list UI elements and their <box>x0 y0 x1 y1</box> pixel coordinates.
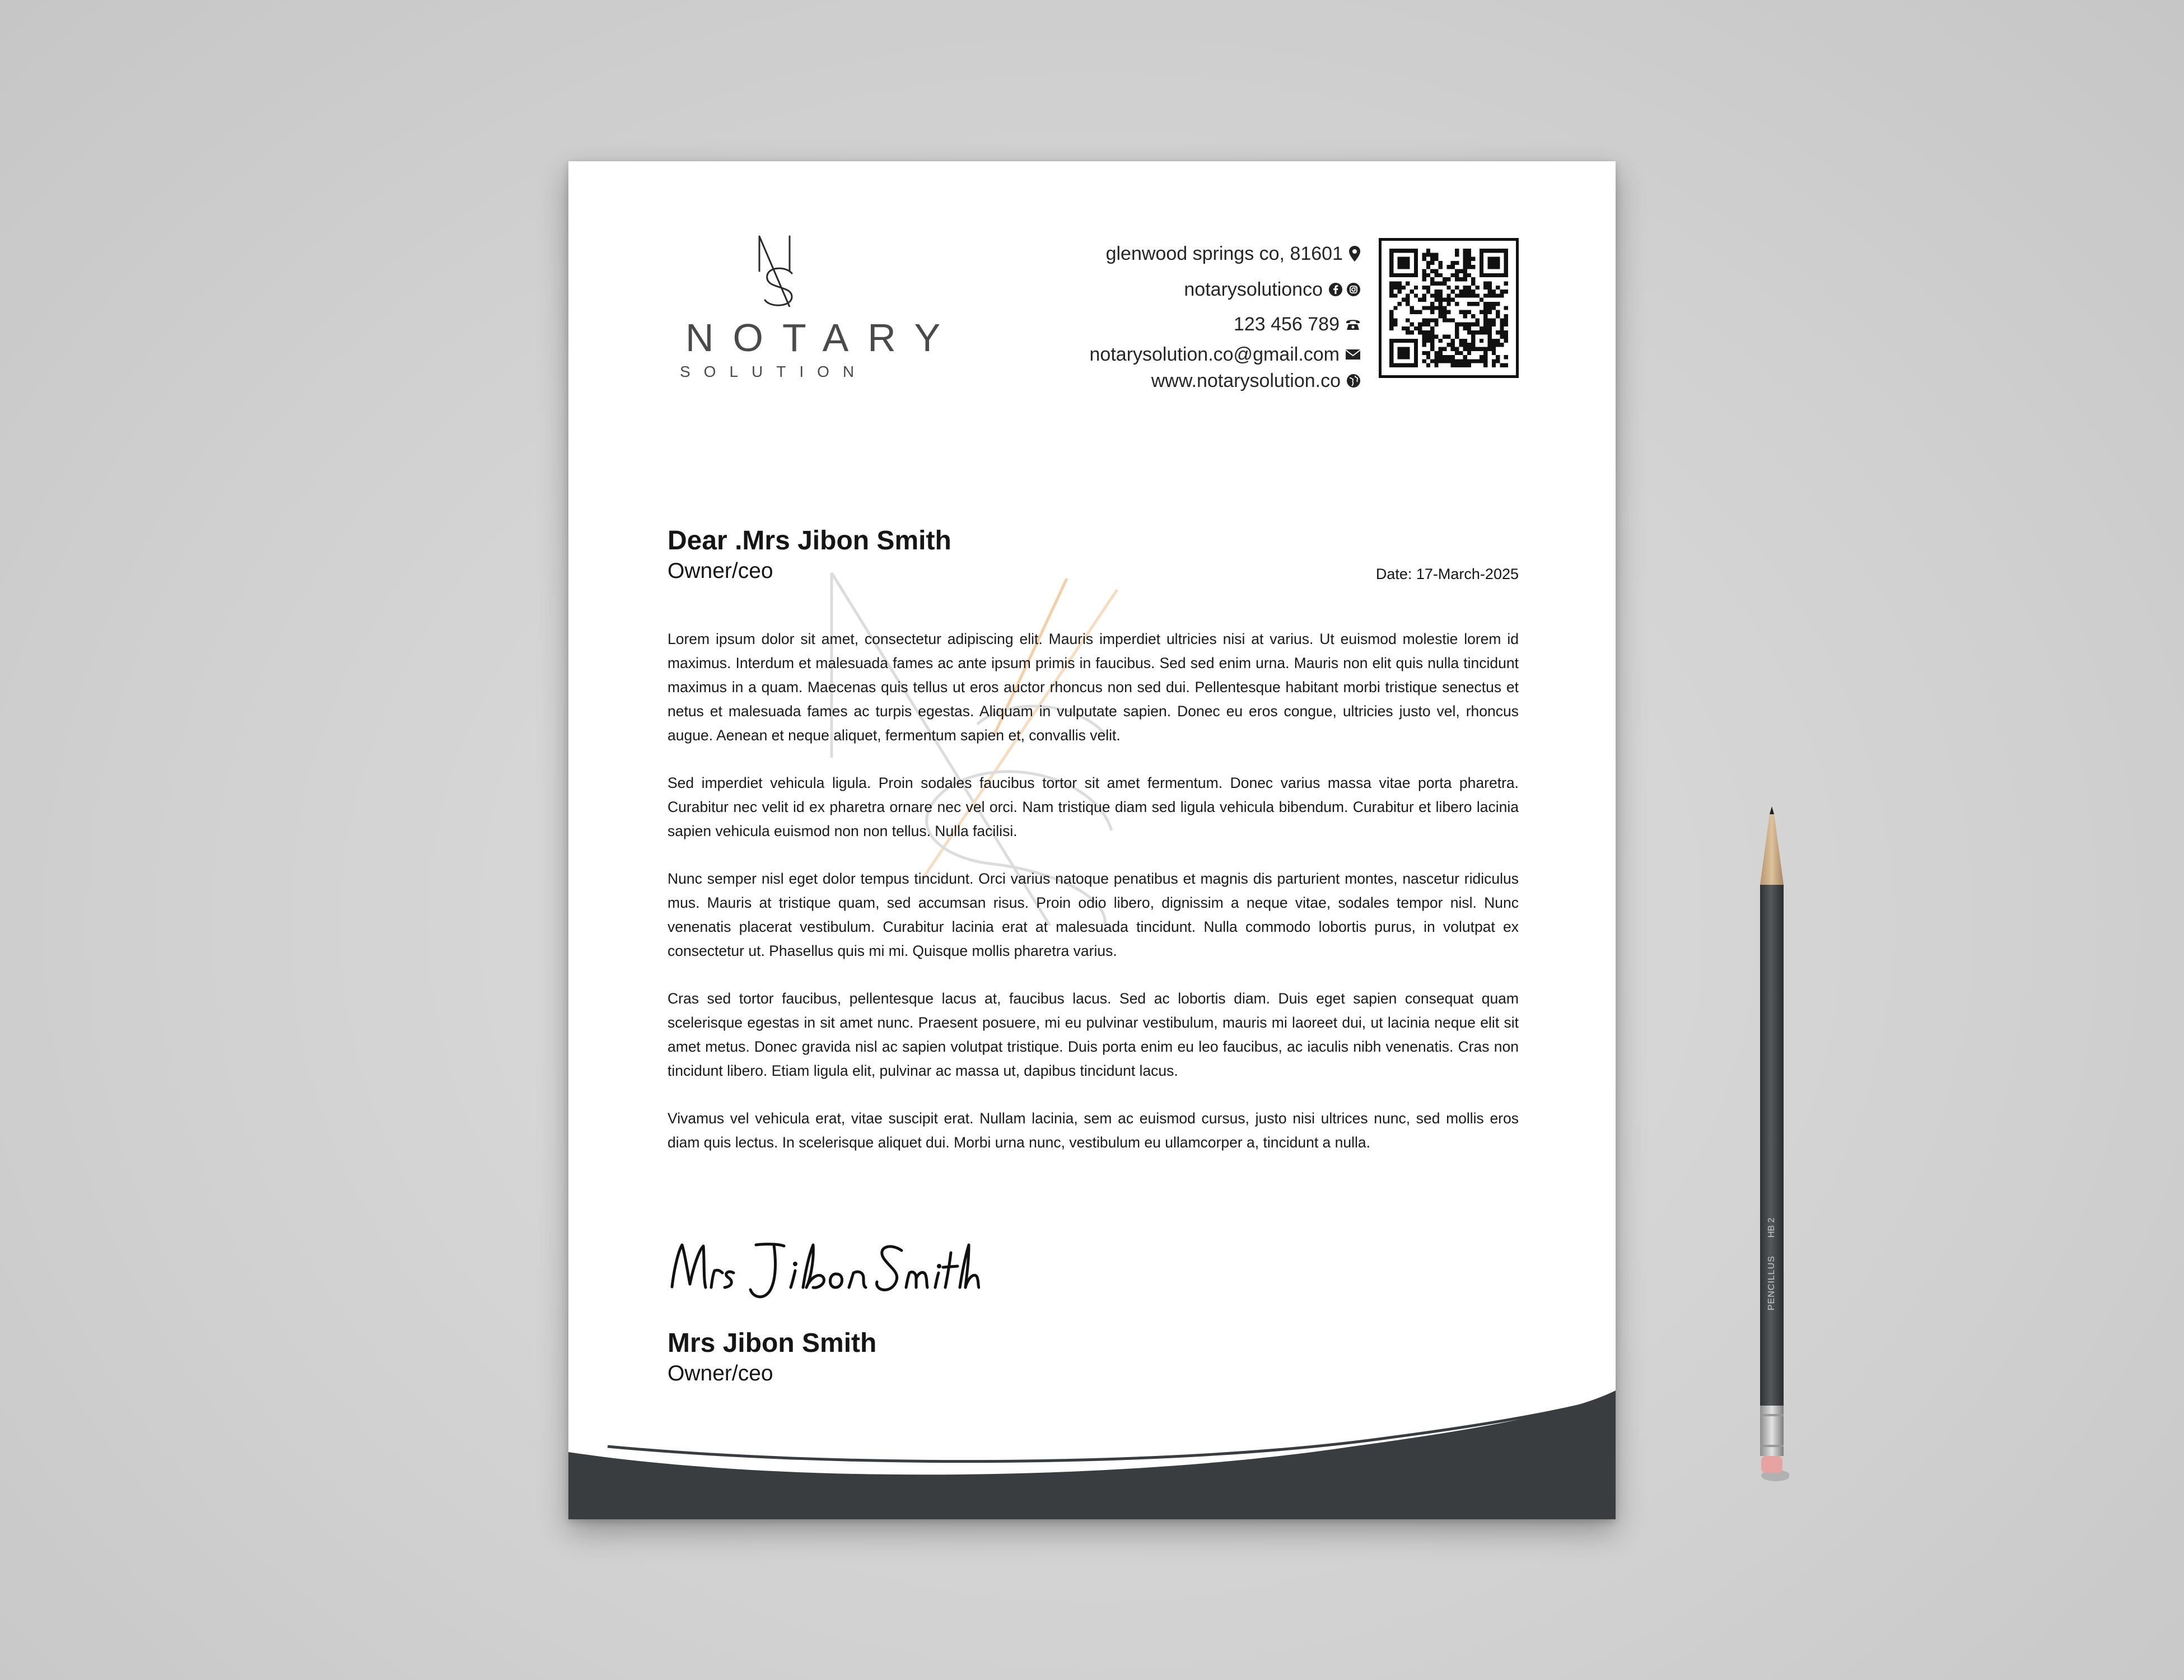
signer-name: Mrs Jibon Smith <box>668 1328 877 1358</box>
pencil-label <box>1756 806 1789 1490</box>
address-text: glenwood springs co, 81601 <box>1105 242 1343 264</box>
footer-wave <box>568 1390 1616 1519</box>
qr-code-icon <box>1389 249 1508 367</box>
pencil-brand: PENCILLUS <box>1767 1256 1776 1310</box>
contact-website[interactable] <box>969 367 1361 394</box>
map-pin-icon <box>1348 245 1361 262</box>
ns-monogram-icon <box>757 234 794 307</box>
contact-block <box>969 235 1361 394</box>
paragraph: Vivamus vel vehicula erat, vitae suscipit erat. Nullam lacinia, sem ac euismod cursus, justo nisi ultrices nunc, sed mollis eros diam quis lectus. In scelerisque aliquet dui. Morbi urna nunc, vestibulum eu ullamcorper a, tincidunt a nulla. <box>668 1110 1519 1151</box>
globe-icon <box>1346 374 1361 388</box>
letterhead-sheet <box>568 161 1616 1519</box>
signer-role: Owner/ceo <box>668 1361 773 1385</box>
paragraph: Nunc semper nisl eget dolor tempus tincidunt. Orci varius natoque penatibus et magnis dis parturient montes, nascetur ridiculus mus. Mauris at tristique quam, sed accumsan risus. Proin odio libero, dignissim a neque vitae, sodales tempor nisl. Nunc venenatis placerat vestibulum. Curabitur lacinia erat at malesuada tincidunt. Nulla commodo lobortis purus, in volutpat ex consectetur ut. Phasellus quis mi mi. Quisque mollis pharetra varius. <box>668 870 1519 959</box>
facebook-icon[interactable] <box>1328 282 1343 297</box>
website-text[interactable]: www.notarysolution.co <box>1151 370 1341 391</box>
instagram-icon[interactable] <box>1346 282 1361 297</box>
letter-body <box>668 627 1519 1178</box>
contact-phone[interactable] <box>969 307 1361 342</box>
letter-date: Date: 17-March-2025 <box>1375 566 1519 582</box>
phone-icon <box>1345 318 1361 331</box>
pencil-grade: HB 2 <box>1767 1217 1776 1238</box>
paragraph: Sed imperdiet vehicula ligula. Proin sodales faucibus tortor sit amet fermentum. Donec varius massa vitae porta pharetra. Curabitur nec velit id ex pharetra ornare nec vel orci. Nam tristique diam sed ligula vehicula bibendum. Curabitur et libero lacinia sapien vehicula euismod non non tellus. Nulla facilisi. <box>668 774 1519 839</box>
phone-text[interactable]: 123 456 789 <box>1233 313 1340 335</box>
contact-address <box>969 235 1361 272</box>
salutation-role: Owner/ceo <box>668 559 773 583</box>
contact-social[interactable] <box>969 272 1361 307</box>
social-handle-text[interactable]: notarysolutionco <box>1184 278 1323 300</box>
paragraph: Lorem ipsum dolor sit amet, consectetur adipiscing elit. Mauris imperdiet ultricies nisi at varius. Ut euismod molestie lorem id maximus. Interdum et malesuada fames ac ante ipsum primis in faucibus. Sed sed enim urna. Mauris non elit quis nulla tincidunt maximus in a quam. Maecenas quis tellus ut eros auctor rhoncus non sed dui. Pellentesque habitant morbi tristique senectus et netus et malesuada fames ac turpis egestas. Aliquam in vulputate sapien. Donec eu eros congue, ultricies justo vel, rhoncus augue. Aenean et neque aliquet, fermentum sapien et, convallis velit. <box>668 631 1519 744</box>
logo-subtitle: SOLUTION <box>680 363 868 380</box>
salutation: Dear .Mrs Jibon Smith <box>668 526 951 556</box>
contact-email[interactable] <box>969 342 1361 367</box>
logo-wordmark: NOTARY <box>685 316 960 360</box>
qr-code[interactable] <box>1379 238 1519 378</box>
company-logo <box>666 234 960 380</box>
envelope-icon <box>1345 349 1361 360</box>
paragraph: Cras sed tortor faucibus, pellentesque lacus at, faucibus lacus. Sed ac lobortis diam. Duis eget sapien consequat quam scelerisque egestas in sit amet nunc. Praesent posuere, mi eu pulvinar vestibulum, mauris mi laoreet dui, ut lacinia neque elit sit amet metus. Donec gravida nisl ac sapien volutpat tristique. Duis porta enim eu leo faucibus, ac iaculis nibh venenatis. Cras non tincidunt libero. Etiam ligula elit, pulvinar ac massa ut, dapibus tincidunt lacus. <box>668 990 1519 1079</box>
handwritten-signature <box>666 1234 980 1301</box>
email-text[interactable]: notarysolution.co@gmail.com <box>1089 343 1340 365</box>
